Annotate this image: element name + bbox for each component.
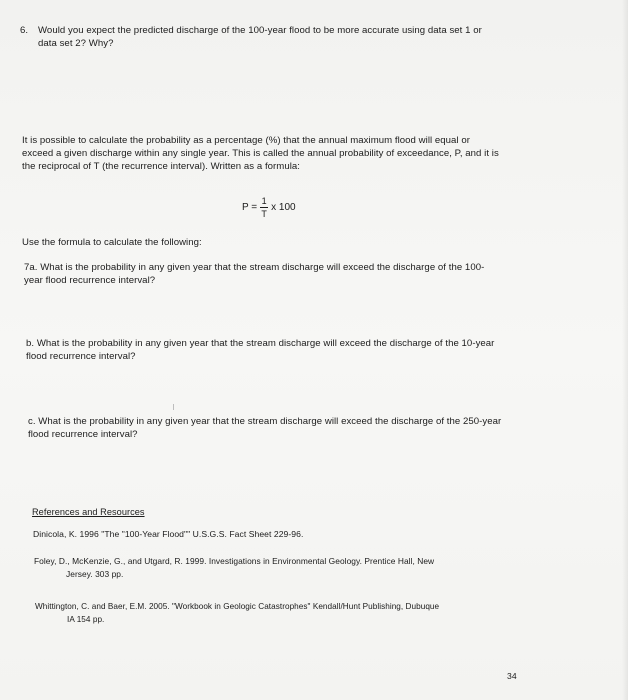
probability-formula bbox=[242, 192, 296, 222]
reference-line: Whittington, C. and Baer, E.M. 2005. "Workbook in Geologic Catastrophes" Kendall/Hunt Publishing, Dubuque bbox=[35, 602, 440, 611]
fraction-bar bbox=[260, 207, 268, 208]
formula-denominator: T bbox=[261, 208, 267, 219]
question-6-text bbox=[38, 24, 558, 50]
formula-fraction bbox=[260, 196, 268, 219]
reference-line: Foley, D., McKenzie, G., and Utgard, R. 1999. Investigations in Environmental Geology. Prentice Hall, New bbox=[34, 556, 435, 566]
references-heading: References and Resources bbox=[32, 507, 145, 517]
question-7c-line: c. What is the probability in any given year that the stream discharge will exceed the discharge of the 250-year bbox=[28, 416, 502, 427]
formula-numerator: 1 bbox=[261, 195, 267, 206]
reference-entry bbox=[34, 555, 484, 581]
question-6-line: data set 2? Why? bbox=[38, 38, 114, 49]
page-edge-shadow bbox=[622, 0, 628, 700]
intro-line: the reciprocal of T (the recurrence interval). Written as a formula: bbox=[22, 161, 301, 172]
reference-line: IA 154 pp. bbox=[67, 615, 105, 624]
question-7a-line: year flood recurrence interval? bbox=[24, 275, 156, 286]
question-7c bbox=[28, 415, 548, 441]
reference-line: Dinicola, K. 1996 "The "100-Year Flood"" U.S.G.S. Fact Sheet 229-96. bbox=[33, 529, 304, 539]
intro-line: exceed a given discharge within any single year. This is called the annual probability of exceedance, P, and it is bbox=[22, 148, 499, 159]
stray-pen-mark bbox=[173, 404, 174, 410]
question-6-number: 6. bbox=[20, 25, 29, 36]
formula-rhs: x 100 bbox=[271, 201, 296, 213]
use-formula-instruction: Use the formula to calculate the following: bbox=[22, 237, 202, 248]
question-7c-line: flood recurrence interval? bbox=[28, 429, 138, 440]
question-7b bbox=[26, 337, 546, 363]
intro-paragraph bbox=[22, 134, 562, 173]
reference-line: Jersey. 303 pp. bbox=[66, 569, 124, 579]
formula-lhs: P = bbox=[242, 201, 258, 213]
page-number: 34 bbox=[507, 671, 517, 681]
question-7a-line: 7a. What is the probability in any given year that the stream discharge will exceed the discharge of the 100- bbox=[24, 262, 485, 273]
reference-entry bbox=[35, 600, 505, 626]
intro-line: It is possible to calculate the probability as a percentage (%) that the annual maximum flood will equal or bbox=[22, 135, 470, 146]
question-7b-line: b. What is the probability in any given year that the stream discharge will exceed the discharge of the 10-year bbox=[26, 338, 495, 349]
question-6-line: Would you expect the predicted discharge of the 100-year flood to be more accurate using data set 1 or bbox=[38, 25, 482, 36]
reference-entry bbox=[33, 528, 303, 541]
question-7a bbox=[24, 261, 544, 287]
question-7b-line: flood recurrence interval? bbox=[26, 351, 136, 362]
